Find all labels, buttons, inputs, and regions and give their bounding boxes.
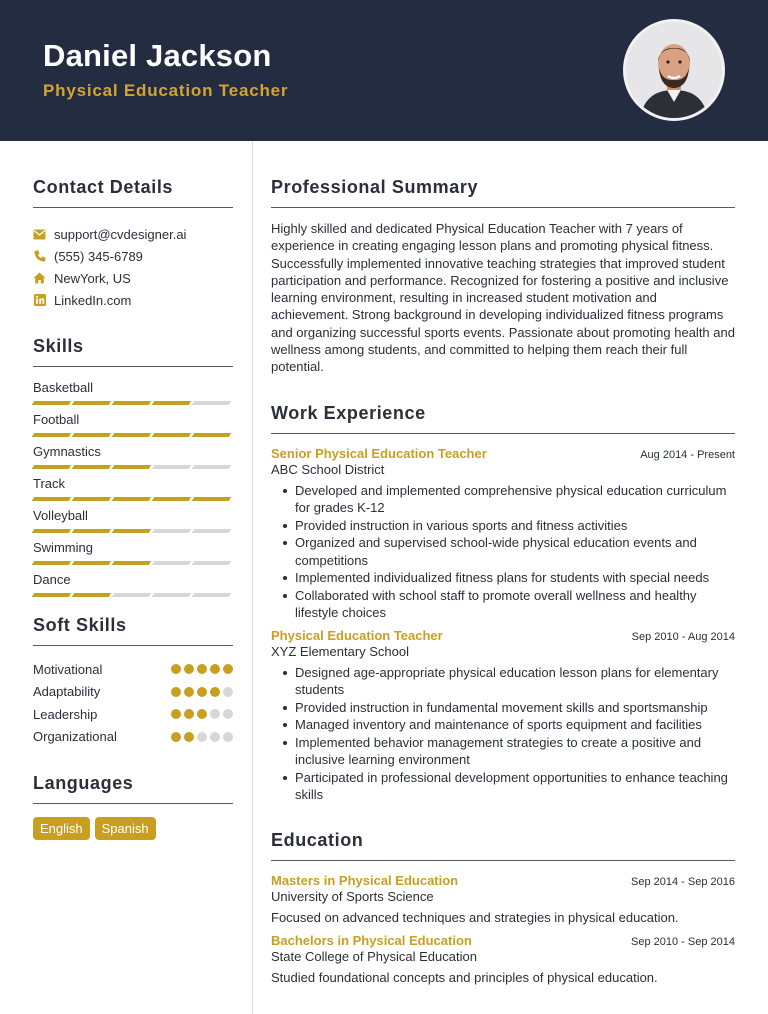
job-entry <box>271 628 735 804</box>
skill-level-segment <box>152 465 191 469</box>
rating-dot <box>184 732 194 742</box>
skill-level-segment <box>152 401 191 405</box>
skill-name: Dance <box>33 572 71 587</box>
education-description: Focused on advanced techniques and strategies in physical education. <box>271 909 679 925</box>
job-bullet: Participated in professional development opportunities to enhance teaching skills <box>283 769 735 804</box>
skill-level-segment <box>32 561 71 565</box>
school-name: State College of Physical Education <box>271 948 477 964</box>
contact-email-text[interactable]: support@cvdesigner.ai <box>54 226 187 242</box>
candidate-name: Daniel Jackson <box>43 38 272 73</box>
linkedin-icon <box>33 294 46 307</box>
rating-dot <box>197 664 207 674</box>
skill-level-segment <box>192 593 231 597</box>
skill-level-segment <box>112 529 151 533</box>
languages-title: Languages <box>33 773 134 793</box>
skill-level-segment <box>72 561 111 565</box>
soft-skill-item <box>33 681 233 704</box>
job-bullet: Developed and implemented comprehensive physical education curriculum for grades K-12 <box>283 482 735 517</box>
skill-name: Basketball <box>33 380 93 395</box>
job-entry <box>271 446 735 622</box>
rating-dot <box>197 687 207 697</box>
contact-linkedin-text[interactable]: LinkedIn.com <box>54 292 132 308</box>
skill-level-segment <box>192 529 231 533</box>
candidate-role: Physical Education Teacher <box>43 81 289 100</box>
education-description: Studied foundational concepts and principles of physical education. <box>271 969 658 985</box>
skill-level-bar <box>33 593 233 597</box>
skill-level-segment <box>72 401 111 405</box>
skill-level-bar <box>33 401 233 405</box>
skill-item <box>33 443 233 475</box>
rating-dot <box>197 709 207 719</box>
phone-icon <box>33 250 46 263</box>
skill-item <box>33 539 233 571</box>
skill-level-segment <box>72 529 111 533</box>
section-divider <box>33 803 233 804</box>
job-title: Physical Education Teacher <box>271 627 443 643</box>
soft-skill-name: Leadership <box>33 706 98 722</box>
contact-location <box>33 267 233 289</box>
skill-level-segment <box>192 465 231 469</box>
skill-level-segment <box>112 593 151 597</box>
skill-name: Gymnastics <box>33 444 101 459</box>
job-bullet: Implemented behavior management strategies to create a positive and inclusive learning environment <box>283 734 735 769</box>
skill-name: Football <box>33 412 80 427</box>
skill-level-bar <box>33 529 233 533</box>
skill-level-segment <box>152 593 191 597</box>
rating-dot <box>184 709 194 719</box>
contact-phone-text: (555) 345-6789 <box>54 248 143 264</box>
skill-level-bar <box>33 433 233 437</box>
skills-list <box>33 379 233 603</box>
skill-level-segment <box>152 561 191 565</box>
job-date: Aug 2014 - Present <box>640 448 735 461</box>
avatar-portrait-icon <box>626 22 722 118</box>
skill-item <box>33 411 233 443</box>
skill-name: Swimming <box>33 540 93 555</box>
skills-section <box>33 334 233 603</box>
section-divider <box>271 860 735 861</box>
column-divider <box>252 141 253 1014</box>
profile-photo <box>623 19 725 121</box>
soft-skills-list <box>33 658 233 748</box>
skill-level-segment <box>192 561 231 565</box>
contact-email <box>33 223 233 245</box>
rating-dot <box>210 664 220 674</box>
rating-dot <box>223 687 233 697</box>
skill-name: Volleyball <box>33 508 88 523</box>
skill-item <box>33 379 233 411</box>
skill-item <box>33 475 233 507</box>
education-entry <box>271 873 735 925</box>
soft-skill-rating <box>171 732 233 742</box>
job-bullet: Organized and supervised school-wide physical education events and competitions <box>283 534 735 569</box>
skill-name: Track <box>33 476 66 491</box>
summary-title: Professional Summary <box>271 177 479 197</box>
rating-dot <box>223 732 233 742</box>
section-divider <box>33 207 233 208</box>
education-entry <box>271 933 735 985</box>
rating-dot <box>210 687 220 697</box>
school-name: University of Sports Science <box>271 888 434 904</box>
soft-skill-name: Organizational <box>33 729 117 745</box>
job-bullet: Provided instruction in various sports and fitness activities <box>283 517 735 535</box>
skill-level-segment <box>112 497 151 501</box>
soft-skills-section <box>33 613 233 748</box>
summary-text: Highly skilled and dedicated Physical Education Teacher with 7 years of experience in creating engaging lesson plans and promoting physical fitness. Successfully implemented innovative teaching strategies that improved student participation and performance. Recognized for fostering a positive and inclusive learning environment, resulting in increased student motivation and achievement. Strong background in developing individualized fitness programs and organizing successful sports events. Passionate about promoting health and wellness among students, and committed to helping them reach their full potential. <box>271 221 735 375</box>
job-bullet: Managed inventory and maintenance of sports equipment and facilities <box>283 716 735 734</box>
skill-level-segment <box>32 433 71 437</box>
contact-section <box>33 175 233 311</box>
languages-list <box>33 817 233 840</box>
skill-level-bar <box>33 561 233 565</box>
skill-level-bar <box>33 465 233 469</box>
soft-skill-item <box>33 726 233 749</box>
header <box>0 0 768 141</box>
soft-skill-item <box>33 703 233 726</box>
soft-skills-title: Soft Skills <box>33 615 127 635</box>
skill-level-segment <box>192 401 231 405</box>
skill-level-segment <box>112 561 151 565</box>
job-bullet: Designed age-appropriate physical education lesson plans for elementary students <box>283 664 735 699</box>
language-tag: English <box>33 817 90 840</box>
skill-level-bar <box>33 497 233 501</box>
job-bullets <box>271 664 735 804</box>
envelope-icon <box>33 228 46 241</box>
job-bullets <box>271 482 735 622</box>
skill-level-segment <box>72 593 111 597</box>
skill-level-segment <box>112 433 151 437</box>
section-divider <box>271 207 735 208</box>
job-date: Sep 2010 - Aug 2014 <box>631 630 735 643</box>
job-organization: ABC School District <box>271 461 385 477</box>
rating-dot <box>184 687 194 697</box>
rating-dot <box>171 709 181 719</box>
rating-dot <box>223 709 233 719</box>
contact-location-text: NewYork, US <box>54 270 131 286</box>
experience-section <box>271 401 735 804</box>
left-column <box>33 141 233 840</box>
skill-level-segment <box>32 401 71 405</box>
skill-level-segment <box>112 401 151 405</box>
skill-level-segment <box>72 433 111 437</box>
skill-level-segment <box>32 465 71 469</box>
job-title: Senior Physical Education Teacher <box>271 445 487 461</box>
soft-skill-name: Motivational <box>33 661 103 677</box>
rating-dot <box>171 732 181 742</box>
soft-skill-rating <box>171 664 233 674</box>
experience-title: Work Experience <box>271 402 426 423</box>
skill-level-segment <box>152 433 191 437</box>
skill-level-segment <box>152 529 191 533</box>
rating-dot <box>197 732 207 742</box>
skill-level-segment <box>32 593 71 597</box>
education-title: Education <box>271 829 364 850</box>
contact-title: Contact Details <box>33 177 174 197</box>
skill-level-segment <box>32 497 71 501</box>
rating-dot <box>210 709 220 719</box>
soft-skill-item <box>33 658 233 681</box>
skill-item <box>33 571 233 603</box>
summary-section <box>271 175 735 376</box>
languages-section <box>33 771 233 840</box>
contact-list <box>33 223 233 311</box>
skills-title: Skills <box>33 336 84 356</box>
language-tag: Spanish <box>95 817 156 840</box>
job-bullet: Provided instruction in fundamental movement skills and sportsmanship <box>283 699 735 717</box>
rating-dot <box>210 732 220 742</box>
section-divider <box>33 645 233 646</box>
skill-level-segment <box>32 529 71 533</box>
degree-title: Masters in Physical Education <box>271 872 459 888</box>
skill-level-segment <box>112 465 151 469</box>
job-bullet: Collaborated with school staff to promote overall wellness and healthy lifestyle choices <box>283 587 735 622</box>
rating-dot <box>184 664 194 674</box>
section-divider <box>271 433 735 434</box>
rating-dot <box>223 664 233 674</box>
rating-dot <box>171 664 181 674</box>
job-bullet: Implemented individualized fitness plans for students with special needs <box>283 569 735 587</box>
education-header <box>271 873 735 888</box>
job-organization: XYZ Elementary School <box>271 643 410 659</box>
education-header <box>271 933 735 948</box>
skill-item <box>33 507 233 539</box>
degree-title: Bachelors in Physical Education <box>271 932 472 948</box>
education-date: Sep 2014 - Sep 2016 <box>631 875 735 888</box>
section-divider <box>33 366 233 367</box>
soft-skill-name: Adaptability <box>33 684 101 700</box>
home-icon <box>33 272 46 285</box>
skill-level-segment <box>192 433 231 437</box>
job-header <box>271 628 735 643</box>
soft-skill-rating <box>171 709 233 719</box>
skill-level-segment <box>72 497 111 501</box>
education-date: Sep 2010 - Sep 2014 <box>631 935 735 948</box>
soft-skill-rating <box>171 687 233 697</box>
right-column <box>271 141 735 985</box>
skill-level-segment <box>72 465 111 469</box>
education-section <box>271 828 735 985</box>
job-header <box>271 446 735 461</box>
contact-phone <box>33 245 233 267</box>
skill-level-segment <box>152 497 191 501</box>
contact-linkedin <box>33 289 233 311</box>
skill-level-segment <box>192 497 231 501</box>
rating-dot <box>171 687 181 697</box>
